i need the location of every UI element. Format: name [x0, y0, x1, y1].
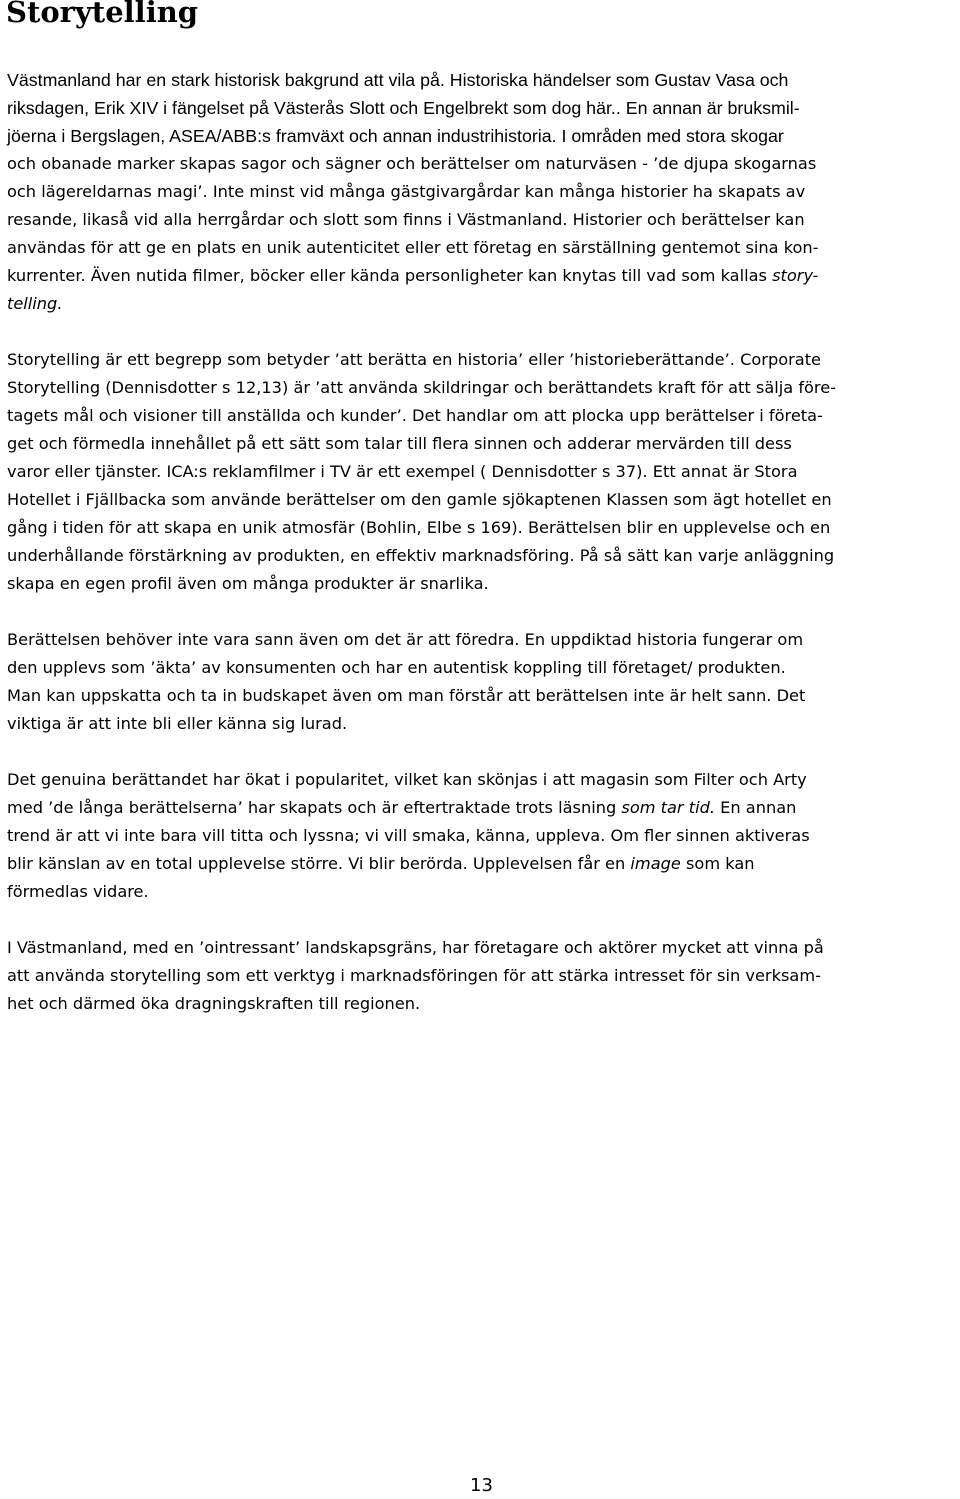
text-line	[7, 794, 955, 822]
text-segment: I områden med stora skogar	[561, 126, 784, 146]
text-line	[7, 178, 955, 206]
paragraph-gap	[7, 738, 955, 766]
text-segment: underhållande förstärkning av produkten, en effektiv marknadsföring. På så sätt kan varje anläggning	[7, 546, 835, 565]
italic-text-segment: telling.	[7, 294, 63, 313]
text-segment: Hotellet i Fjällbacka som använde berättelser om den gamle sjökaptenen Klassen som ägt hotellet en	[7, 490, 832, 509]
text-segment: riksdagen, Erik XIV i fängelset på Västerås Slott och Engelbrekt som dog här.. En annan är bruksmil-	[7, 98, 800, 118]
text-line	[7, 822, 955, 850]
text-segment: get och förmedla innehållet på ett sätt som talar till flera sinnen och adderar mervärden till dess	[7, 434, 792, 453]
text-segment: jöerna i Bergslagen, ASEA/ABB:s framväxt och annan industrihistoria.	[7, 126, 562, 146]
text-segment: med ’de långa berättelserna’ har skapats och är eftertraktade trots läsning	[7, 798, 622, 817]
text-segment: kurrenter. Även nutida filmer, böcker eller kända personligheter kan knytas till vad som kallas	[7, 266, 773, 285]
page-number: 13	[470, 1475, 493, 1496]
page-title: Storytelling	[6, 0, 199, 29]
paragraph-gap	[7, 598, 955, 626]
text-segment: I Västmanland, med en ’ointressant’ landskapsgräns, har företagare och aktörer mycket att vinna på	[7, 938, 824, 957]
text-segment: som kan	[680, 854, 755, 873]
text-line	[7, 710, 955, 738]
text-segment: den upplevs som ’äkta’ av konsumenten och har en autentisk koppling till företaget/ produkten.	[7, 658, 786, 677]
text-line	[7, 234, 955, 262]
text-segment: viktiga är att inte bli eller känna sig lurad.	[7, 714, 348, 733]
paragraph	[7, 626, 955, 738]
text-segment: Man kan uppskatta och ta in budskapet även om man förstår att berättelsen inte är helt sann. Det	[7, 686, 806, 705]
text-line	[7, 374, 955, 402]
text-line	[7, 458, 955, 486]
text-segment: Västmanland har en stark historisk bakgrund att vila på. Historiska händelser som Gustav Vasa och	[7, 70, 789, 90]
text-line	[7, 150, 955, 178]
text-segment: användas för att ge en plats en unik autenticitet eller ett företag en särställning gentemot sina kon-	[7, 238, 819, 257]
text-segment: förmedlas vidare.	[7, 882, 149, 901]
body-text	[7, 66, 955, 1018]
text-line	[7, 626, 955, 654]
text-line	[7, 402, 955, 430]
text-line	[7, 542, 955, 570]
text-segment: varor eller tjänster. ICA:s reklamfilmer i TV är ett exempel ( Dennisdotter s 37). Ett annat är Stora	[7, 462, 798, 481]
text-line	[7, 514, 955, 542]
text-line	[7, 990, 955, 1018]
paragraph	[7, 66, 955, 318]
text-segment: Berättelsen behöver inte vara sann även om det är att föredra. En uppdiktad historia fungerar om	[7, 630, 804, 649]
text-segment: resande, likaså vid alla herrgårdar och slott som finns i Västmanland. Historier och berättelser kan	[7, 210, 805, 229]
text-line	[7, 486, 955, 514]
text-segment: het och därmed öka dragningskraften till regionen.	[7, 994, 421, 1013]
text-line	[7, 262, 955, 290]
paragraph-gap	[7, 906, 955, 934]
text-line	[7, 766, 955, 794]
text-line	[7, 878, 955, 906]
paragraph	[7, 934, 955, 1018]
text-line	[7, 122, 955, 150]
text-line	[7, 66, 955, 94]
text-segment: blir känslan av en total upplevelse större. Vi blir berörda. Upplevelsen får en	[7, 854, 631, 873]
text-line	[7, 654, 955, 682]
text-segment: gång i tiden för att skapa en unik atmosfär (Bohlin, Elbe s 169). Berättelsen blir en upplevelse och en	[7, 518, 831, 537]
text-segment: skapa en egen profil även om många produkter är snarlika.	[7, 574, 489, 593]
text-segment: trend är att vi inte bara vill titta och lyssna; vi vill smaka, känna, uppleva. Om fler sinnen aktiveras	[7, 826, 810, 845]
paragraph	[7, 346, 955, 598]
text-segment: och lägereldarnas magi’. Inte minst vid många gästgivargårdar kan många historier ha skapats av	[7, 182, 806, 201]
text-line	[7, 206, 955, 234]
italic-text-segment: som tar tid.	[621, 798, 715, 817]
italic-text-segment: image	[630, 854, 681, 873]
italic-text-segment: story-	[772, 266, 819, 285]
text-segment: Storytelling är ett begrepp som betyder ’att berätta en historia’ eller ’historieberättande’. Corporate	[7, 350, 821, 369]
paragraph-gap	[7, 318, 955, 346]
text-line	[7, 682, 955, 710]
text-line	[7, 290, 955, 318]
text-segment: Det genuina berättandet har ökat i popularitet, vilket kan skönjas i att magasin som Filter och Arty	[7, 770, 807, 789]
text-line	[7, 430, 955, 458]
text-segment: och obanade marker skapas sagor och sägner och berättelser om naturväsen - ’de djupa skogarnas	[7, 154, 817, 173]
paragraph	[7, 766, 955, 906]
text-line	[7, 346, 955, 374]
text-segment: att använda storytelling som ett verktyg i marknadsföringen för att stärka intresset för sin verksam-	[7, 966, 821, 985]
text-line	[7, 850, 955, 878]
text-line	[7, 94, 955, 122]
text-line	[7, 570, 955, 598]
text-line	[7, 934, 955, 962]
text-segment: tagets mål och visioner till anställda och kunder’. Det handlar om att plocka upp berättelser i företa-	[7, 406, 823, 425]
text-segment: En annan	[715, 798, 797, 817]
text-line	[7, 962, 955, 990]
text-segment: Storytelling (Dennisdotter s 12,13) är ’att använda skildringar och berättandets kraft för att sälja före-	[7, 378, 837, 397]
